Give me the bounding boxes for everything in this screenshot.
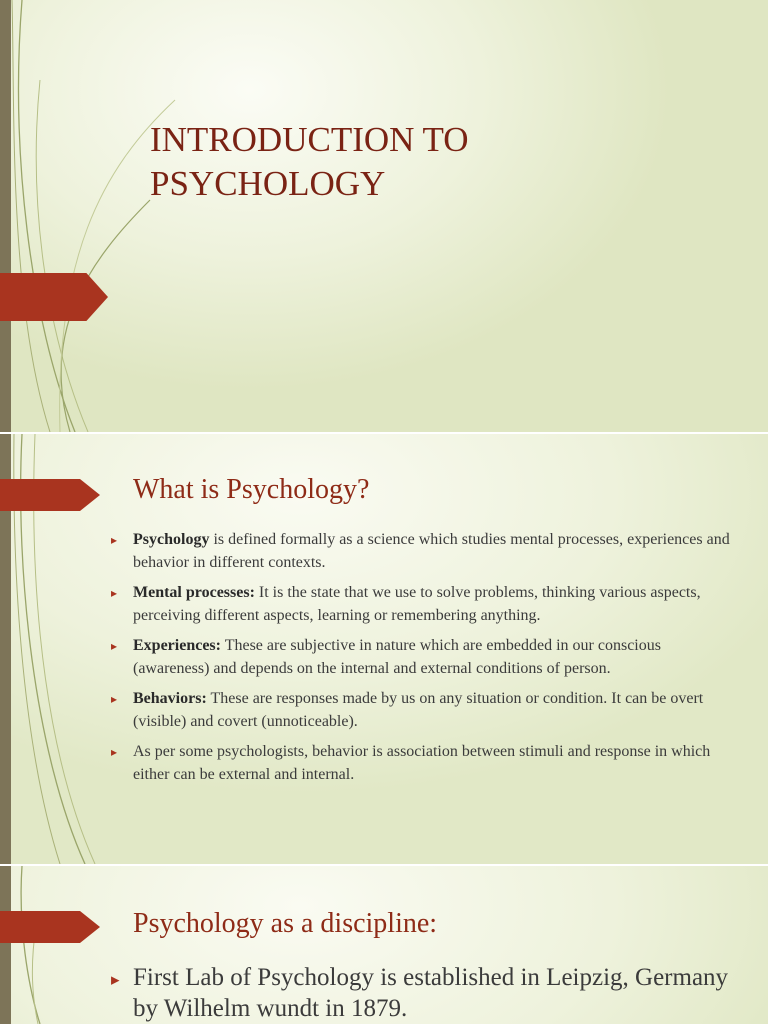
list-item: [0, 687, 740, 733]
bullet-text: As per some psychologists, behavior is association between stimuli and response in which either can be external and internal.: [133, 743, 711, 783]
bullet-text: First Lab of Psychology is established in Leipzig, Germany by Wilhelm wundt in 1879.: [133, 964, 729, 1022]
decorative-swoosh-icon: [0, 0, 200, 432]
accent-tab-arrow-icon: [0, 273, 108, 321]
bullet-list: [0, 528, 740, 793]
list-item: [0, 528, 740, 574]
slide-what-is-psychology: [0, 434, 768, 864]
list-item: [0, 581, 740, 627]
bullet-arrow-icon: ▸: [111, 692, 118, 706]
list-item: [0, 740, 740, 786]
bullet-text: It is the state that we use to solve problems, thinking various aspects, perceiving different aspects, learning or remembering anything.: [133, 584, 701, 624]
slide-psychology-discipline: [0, 866, 768, 1024]
bullet-term: Experiences:: [133, 637, 221, 654]
bullet-arrow-icon: ▸: [111, 586, 118, 600]
list-item: [0, 962, 740, 1024]
accent-tab-arrow-icon: [0, 479, 100, 511]
bullet-term: Mental processes:: [133, 584, 255, 601]
bullet-term: Psychology: [133, 531, 210, 548]
list-item: [0, 634, 740, 680]
bullet-arrow-icon: ▸: [111, 970, 120, 990]
section-heading: Psychology as a discipline:: [133, 908, 438, 939]
bullet-term: Behaviors:: [133, 690, 207, 707]
bullet-arrow-icon: ▸: [111, 533, 118, 547]
bullet-arrow-icon: ▸: [111, 745, 118, 759]
bullet-list: [0, 962, 740, 1024]
title-line-2: PSYCHOLOGY: [150, 164, 386, 203]
bullet-text: These are responses made by us on any situation or condition. It can be overt (visible) and covert (unnoticeable).: [133, 690, 704, 730]
bullet-text: is defined formally as a science which studies mental processes, experiences and behavior in different contexts.: [133, 531, 730, 571]
section-heading: What is Psychology?: [133, 474, 370, 505]
bullet-arrow-icon: ▸: [111, 639, 118, 653]
slide-title: [0, 0, 768, 432]
slide-title-heading: [150, 118, 710, 206]
accent-tab-arrow-icon: [0, 911, 100, 943]
title-line-1: INTRODUCTION TO: [150, 120, 469, 159]
bullet-text: These are subjective in nature which are embedded in our conscious (awareness) and depends on the internal and external conditions of person.: [133, 637, 661, 677]
